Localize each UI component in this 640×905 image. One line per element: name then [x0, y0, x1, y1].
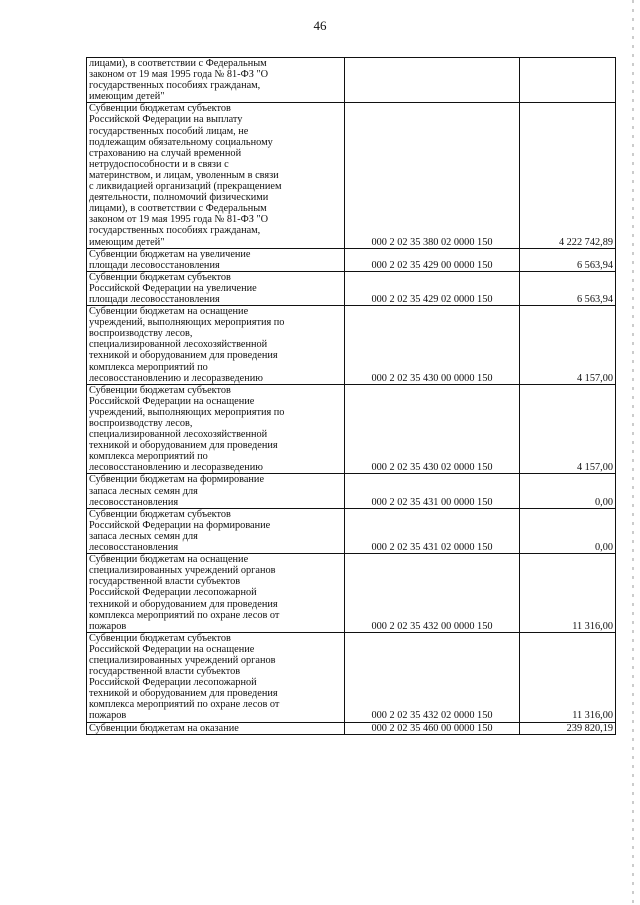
row-description-cell: Субвенции бюджетам на оказание — [87, 722, 345, 734]
row-code-cell: 000 2 02 35 432 02 0000 150 — [345, 632, 520, 722]
table-row — [87, 722, 616, 734]
table-row — [87, 632, 616, 722]
row-amount-cell — [520, 58, 616, 103]
table-row — [87, 271, 616, 305]
row-code-cell: 000 2 02 35 431 02 0000 150 — [345, 508, 520, 553]
row-description-cell: лицами), в соответствии с Федеральным законом от 19 мая 1995 года № 81-ФЗ "О государственных пособиях гражданам, имеющим детей" — [87, 58, 345, 103]
table-row — [87, 248, 616, 271]
row-code-cell: 000 2 02 35 380 02 0000 150 — [345, 103, 520, 248]
row-description-cell: Субвенции бюджетам на оснащение учреждений, выполняющих мероприятия по воспроизводству лесов, специализированной лесохозяйственной техникой и оборудованием для проведения комплекса мероприятий по лесовосстановлению и лесоразведению — [87, 306, 345, 385]
row-description-cell: Субвенции бюджетам на оснащение специализированных учреждений органов государственной власти субъектов Российской Федерации лесопожарной техникой и оборудованием для проведения комплекса мероприятий по охране лесов от пожаров — [87, 554, 345, 633]
row-amount-cell: 0,00 — [520, 508, 616, 553]
row-amount-cell: 0,00 — [520, 474, 616, 508]
row-amount-cell: 4 157,00 — [520, 306, 616, 385]
row-code-cell: 000 2 02 35 429 00 0000 150 — [345, 248, 520, 271]
scan-edge-marks — [632, 0, 634, 905]
row-amount-cell: 239 820,19 — [520, 722, 616, 734]
row-code-cell: 000 2 02 35 460 00 0000 150 — [345, 722, 520, 734]
row-amount-cell: 4 157,00 — [520, 384, 616, 474]
row-amount-cell: 11 316,00 — [520, 554, 616, 633]
row-description-cell: Субвенции бюджетам субъектов Российской Федерации на выплату государственных пособий лицам, не подлежащим обязательному социальному страхованию на случай временной нетрудоспособности и в связи с материнством, и лицам, уволенным в связи с ликвидацией организаций (прекращением деятельности, полномочий физическими лицами), в соответствии с Федеральным законом от 19 мая 1995 года № 81-ФЗ "О государственных пособиях гражданам, имеющим детей" — [87, 103, 345, 248]
row-description-cell: Субвенции бюджетам субъектов Российской Федерации на оснащение специализированных учреждений органов государственной власти субъектов Российской Федерации лесопожарной техникой и оборудованием для проведения комплекса мероприятий по охране лесов от пожаров — [87, 632, 345, 722]
budget-table-body — [87, 58, 616, 735]
table-row — [87, 103, 616, 248]
table-row — [87, 58, 616, 103]
row-description-cell: Субвенции бюджетам субъектов Российской Федерации на увеличение площади лесовосстановления — [87, 271, 345, 305]
row-description-cell: Субвенции бюджетам субъектов Российской Федерации на оснащение учреждений, выполняющих мероприятия по воспроизводству лесов, специализированной лесохозяйственной техникой и оборудованием для проведения комплекса мероприятий по лесовосстановлению и лесоразведению — [87, 384, 345, 474]
table-row — [87, 474, 616, 508]
row-code-cell: 000 2 02 35 432 00 0000 150 — [345, 554, 520, 633]
row-amount-cell: 6 563,94 — [520, 271, 616, 305]
page-number: 46 — [313, 18, 327, 33]
budget-table — [86, 57, 616, 735]
row-description-cell: Субвенции бюджетам на увеличение площади лесовосстановления — [87, 248, 345, 271]
table-row — [87, 508, 616, 553]
table-row — [87, 554, 616, 633]
row-amount-cell: 11 316,00 — [520, 632, 616, 722]
row-amount-cell: 6 563,94 — [520, 248, 616, 271]
row-code-cell — [345, 58, 520, 103]
row-amount-cell: 4 222 742,89 — [520, 103, 616, 248]
row-code-cell: 000 2 02 35 429 02 0000 150 — [345, 271, 520, 305]
row-description-cell: Субвенции бюджетам на формирование запаса лесных семян для лесовосстановления — [87, 474, 345, 508]
table-row — [87, 384, 616, 474]
row-description-cell: Субвенции бюджетам субъектов Российской Федерации на формирование запаса лесных семян для лесовосстановления — [87, 508, 345, 553]
table-row — [87, 306, 616, 385]
row-code-cell: 000 2 02 35 430 02 0000 150 — [345, 384, 520, 474]
row-code-cell: 000 2 02 35 431 00 0000 150 — [345, 474, 520, 508]
row-code-cell: 000 2 02 35 430 00 0000 150 — [345, 306, 520, 385]
